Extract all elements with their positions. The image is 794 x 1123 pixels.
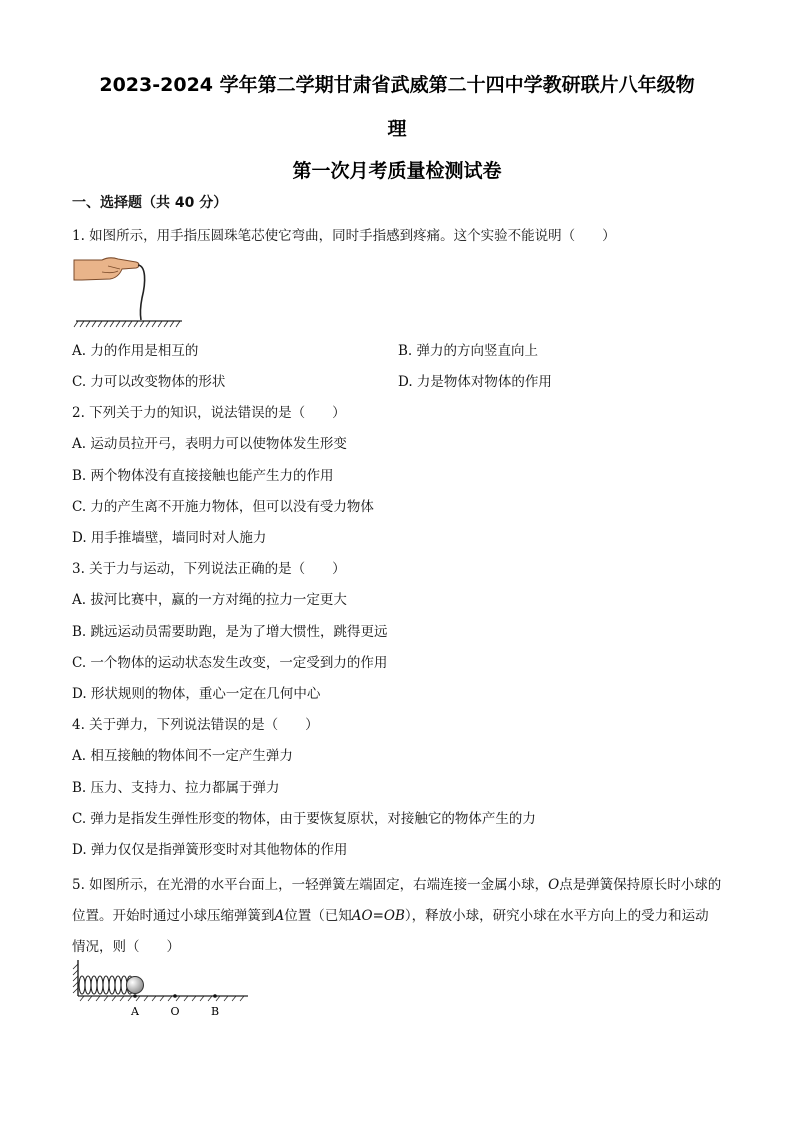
- q5-label-b: B: [210, 1005, 220, 1018]
- q2-option-d: D. 用手推墙壁，墙同时对人施力: [72, 530, 267, 546]
- q2-option-c: C. 力的产生离不开施力物体，但可以没有受力物体: [72, 499, 374, 515]
- q5-stem-part-d: ），释放小球，研究小球在水平方向上的受力和运动情况，则（ ）: [72, 908, 709, 955]
- q4-option-d: D. 弹力仅仅是指弹簧形变时对其他物体的作用: [72, 842, 348, 858]
- q5-stem-part-b: 点是弹簧保持原长时小球的位置。开始时通过小球压缩弹簧到: [72, 877, 722, 924]
- q4-option-c: C. 弹力是指发生弹性形变的物体，由于要恢复原状，对接触它的物体产生的力: [72, 811, 536, 827]
- exam-title-line2: 理: [387, 118, 407, 140]
- q2-stem: 2. 下列关于力的知识，说法错误的是（ ）: [72, 405, 346, 421]
- q3-option-a: A. 拔河比赛中，赢的一方对绳的拉力一定更大: [72, 592, 347, 608]
- q1-option-a: A. 力的作用是相互的: [72, 343, 199, 359]
- q5-label-a: A: [131, 1005, 139, 1018]
- q3-option-c: C. 一个物体的运动状态发生改变，一定受到力的作用: [72, 655, 388, 671]
- q2-option-a: A. 运动员拉开弓，表明力可以使物体发生形变: [72, 436, 347, 452]
- q1-stem: 1. 如图所示，用手指压圆珠笔芯使它弯曲，同时手指感到疼痛。这个实验不能说明（ ）: [72, 228, 616, 244]
- q5-stem-part-c: 位置（已知: [284, 908, 352, 924]
- q5-point-o: O: [548, 877, 560, 893]
- q2-option-b: B. 两个物体没有直接接触也能产生力的作用: [72, 468, 334, 484]
- q3-option-b: B. 跳远运动员需要助跑，是为了增大惯性，跳得更远: [72, 624, 388, 640]
- q1-option-c: C. 力可以改变物体的形状: [72, 374, 226, 390]
- q1-figure-finger-pen: [72, 252, 184, 328]
- q5-stem-part-a: 5. 如图所示，在光滑的水平台面上，一轻弹簧左端固定，右端连接一金属小球，: [72, 877, 549, 893]
- q5-stem: [72, 870, 722, 963]
- q5-figure-spring-ball: [72, 958, 250, 1020]
- exam-title-line3: 第一次月考质量检测试卷: [292, 160, 502, 182]
- q4-option-b: B. 压力、支持力、拉力都属于弹力: [72, 780, 280, 796]
- q5-point-a: A: [274, 908, 285, 924]
- q1-option-d: D. 力是物体对物体的作用: [398, 374, 552, 390]
- q4-option-a: A. 相互接触的物体间不一定产生弹力: [72, 748, 293, 764]
- section-heading: 一、选择题（共 40 分）: [72, 195, 228, 211]
- q1-option-b: B. 弹力的方向竖直向上: [398, 343, 539, 359]
- q3-stem: 3. 关于力与运动，下列说法正确的是（ ）: [72, 561, 346, 577]
- exam-title-line1: 2023-2024 学年第二学期甘肃省武威第二十四中学教研联片八年级物: [99, 74, 695, 96]
- q5-label-o: O: [170, 1005, 180, 1018]
- q4-stem: 4. 关于弹力，下列说法错误的是（ ）: [72, 717, 319, 733]
- q5-equation: AO=OB: [351, 908, 405, 924]
- q3-option-d: D. 形状规则的物体，重心一定在几何中心: [72, 686, 321, 702]
